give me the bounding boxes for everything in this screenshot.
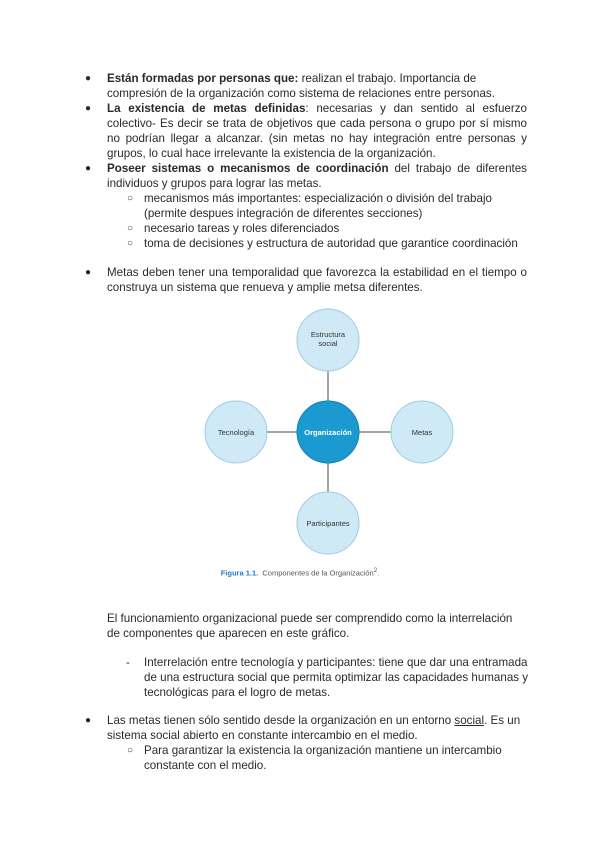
paragraph-funcionamiento bbox=[107, 611, 527, 641]
bullet-text: realizan el trabajo. Importancia de compresión de la organización como sistema de relaciones entre personas. bbox=[107, 72, 495, 100]
bullet-coordinacion bbox=[85, 161, 527, 191]
node-label: Tecnología bbox=[217, 428, 255, 437]
bullet-text: Metas deben tener una temporalidad que favorezca la estabilidad en el tiempo o construya un sistema que renueva y amplie metsa diferentes. bbox=[107, 266, 527, 294]
bullet-personas bbox=[85, 71, 527, 101]
sub-bullet-text: Para garantizar la existencia la organización mantiene un intercambio constante con el medio. bbox=[144, 744, 502, 772]
bullet-icon: ● bbox=[85, 103, 92, 114]
organization-diagram bbox=[0, 300, 600, 560]
sub-bullet-item bbox=[127, 236, 532, 251]
bullet-icon: ● bbox=[85, 715, 92, 726]
node-label: Metas bbox=[411, 428, 433, 437]
sub-bullet-item bbox=[127, 221, 532, 236]
bullet-text-post: . Es un sistema social abierto en constante intercambio en el medio. bbox=[107, 714, 521, 742]
bullet-icon: ● bbox=[85, 73, 92, 84]
node-label: Estructura bbox=[310, 330, 346, 339]
figure-end: . bbox=[377, 568, 380, 578]
figure-text: Componentes de la Organización bbox=[262, 568, 374, 578]
sub-bullet-item bbox=[127, 743, 532, 773]
sub-bullet-text: necesario tareas y roles diferenciados bbox=[144, 222, 340, 235]
dash-item bbox=[126, 655, 532, 700]
bullet-bold: Están formadas por personas que: bbox=[107, 72, 299, 85]
dash-text: Interrelación entre tecnología y participantes: tiene que dar una entramada de una estructura social que permita optimizar las capacidades humanas y tecnológicas para el logro de metas. bbox=[144, 656, 529, 699]
paragraph-text: El funcionamiento organizacional puede ser comprendido como la interrelación de componentes que aparecen en este gráfico. bbox=[107, 612, 513, 640]
bullet-underlined: social bbox=[454, 714, 485, 727]
sub-bullet-text: toma de decisiones y estructura de autoridad que garantice coordinación bbox=[144, 237, 518, 250]
figure-caption bbox=[0, 563, 600, 581]
figure-label: Figura 1.1. bbox=[220, 568, 259, 578]
sub-bullet-icon: ○ bbox=[127, 193, 134, 204]
sub-bullet-item bbox=[127, 191, 532, 221]
sub-bullet-icon: ○ bbox=[127, 238, 134, 249]
bullet-icon: ● bbox=[85, 267, 92, 278]
bullet-bold: La existencia de metas definidas bbox=[107, 102, 306, 115]
sub-bullet-icon: ○ bbox=[127, 745, 134, 756]
bullet-metas-definidas bbox=[85, 101, 527, 161]
bullet-text: del trabajo de diferentes individuos y grupos para lograr las metas. bbox=[107, 162, 527, 190]
node-label: Participantes bbox=[306, 519, 350, 528]
bullet-icon: ● bbox=[85, 163, 92, 174]
bullet-text-pre: Las metas tienen sólo sentido desde la organización en un entorno bbox=[107, 714, 455, 727]
sub-bullet-icon: ○ bbox=[127, 223, 134, 234]
figure-sup: 2 bbox=[373, 567, 378, 574]
bullet-text: : necesarias y dan sentido al esfuerzo colectivo- Es decir se trata de objetivos que cada persona o grupo por sí mismo no podrían llegar a alcanzar. (sin metas no hay integración entre personas y grupos, lo cual hace irrelevante la existencia de la organización. bbox=[107, 102, 527, 160]
center-label: Organización bbox=[304, 428, 352, 437]
node-label: social bbox=[318, 339, 338, 348]
bullet-bold: Poseer sistemas o mecanismos de coordinación bbox=[107, 162, 389, 175]
dash-icon: - bbox=[126, 656, 130, 669]
bullet-temporalidad bbox=[85, 265, 527, 295]
sub-bullet-text: mecanismos más importantes: especialización o división del trabajo (permite despues integración de diferentes secciones) bbox=[144, 192, 492, 220]
bullet-sistema-social bbox=[85, 713, 527, 743]
